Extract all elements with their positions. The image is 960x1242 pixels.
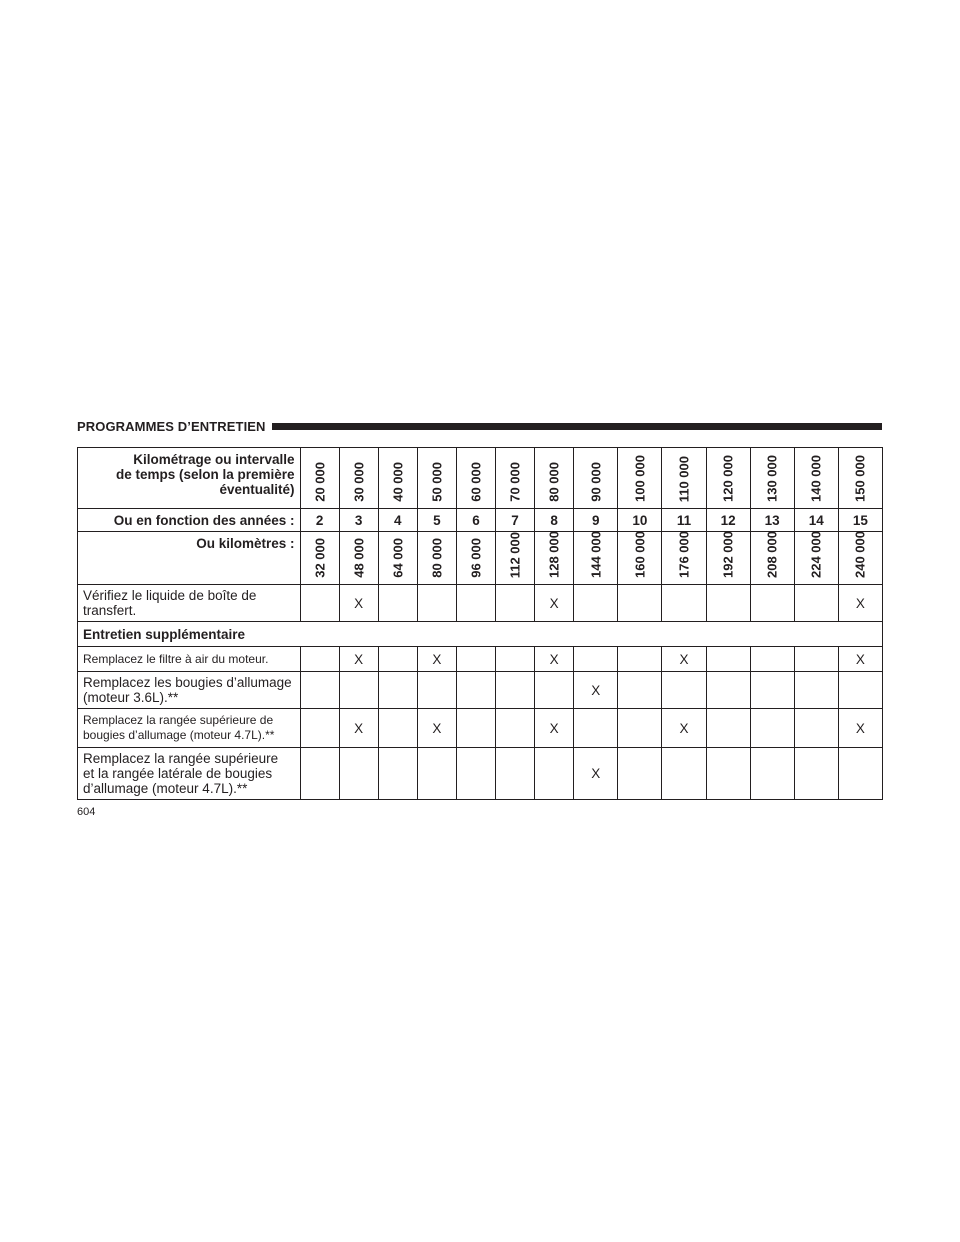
schedule-mark-cell: X — [838, 585, 882, 622]
schedule-mark-cell — [496, 647, 535, 672]
schedule-mark-cell: X — [574, 672, 618, 709]
schedule-mark-cell — [750, 647, 794, 672]
schedule-mark-cell: X — [662, 647, 706, 672]
schedule-mark-cell — [838, 672, 882, 709]
task-line: (moteur 3.6L).** — [83, 690, 179, 705]
miles-header-cell — [456, 448, 495, 509]
maintenance-schedule-table — [77, 447, 883, 800]
miles-header-cell — [535, 448, 574, 509]
miles-header-cell — [662, 448, 706, 509]
schedule-mark-cell — [794, 709, 838, 748]
task-line: d’allumage (moteur 4.7L).** — [83, 781, 248, 796]
km-value: 144 000 — [588, 531, 604, 578]
schedule-mark-cell: X — [339, 585, 378, 622]
schedule-mark-cell — [456, 647, 495, 672]
schedule-mark-cell — [496, 748, 535, 800]
year-cell: 4 — [378, 509, 417, 532]
schedule-mark-cell: X — [417, 709, 456, 748]
miles-value: 20 000 — [312, 462, 328, 502]
schedule-mark-cell — [750, 748, 794, 800]
schedule-mark-cell — [574, 647, 618, 672]
schedule-mark-cell — [496, 709, 535, 748]
task-line: et la rangée latérale de bougies — [83, 766, 273, 781]
miles-header-cell — [706, 448, 750, 509]
task-description — [78, 585, 301, 622]
km-value: 96 000 — [468, 538, 484, 578]
miles-value: 50 000 — [429, 462, 445, 502]
year-cell: 2 — [300, 509, 339, 532]
table-row — [78, 585, 883, 622]
table-row — [78, 709, 883, 748]
miles-header-row — [78, 448, 883, 509]
schedule-mark-cell — [706, 748, 750, 800]
schedule-mark-cell — [378, 748, 417, 800]
schedule-mark-cell — [456, 709, 495, 748]
schedule-mark-cell — [417, 585, 456, 622]
years-label: Ou en fonction des années : — [78, 509, 301, 532]
schedule-mark-cell — [496, 672, 535, 709]
task-description — [78, 709, 301, 748]
miles-header-cell — [574, 448, 618, 509]
task-line: Remplacez la rangée supérieure de — [83, 713, 274, 727]
schedule-mark-cell — [706, 709, 750, 748]
subsection-title: Entretien supplémentaire — [78, 622, 883, 647]
schedule-mark-cell — [535, 672, 574, 709]
miles-value: 140 000 — [808, 455, 824, 502]
km-value: 208 000 — [764, 531, 780, 578]
task-line: Remplacez la rangée supérieure — [83, 751, 279, 766]
year-cell: 10 — [618, 509, 662, 532]
schedule-mark-cell — [496, 585, 535, 622]
task-line: Remplacez les bougies d’allumage — [83, 675, 292, 690]
schedule-mark-cell: X — [574, 748, 618, 800]
schedule-mark-cell — [618, 748, 662, 800]
miles-header-cell — [300, 448, 339, 509]
miles-value: 30 000 — [351, 462, 367, 502]
task-line: Vérifiez le liquide de boîte de — [83, 588, 257, 603]
miles-value: 80 000 — [546, 462, 562, 502]
schedule-mark-cell — [618, 672, 662, 709]
section-header — [77, 418, 882, 434]
miles-value: 130 000 — [764, 455, 780, 502]
km-value: 224 000 — [808, 531, 824, 578]
km-header-cell — [662, 532, 706, 585]
interval-header-label — [78, 448, 301, 509]
section-title: PROGRAMMES D’ENTRETIEN — [77, 418, 266, 434]
schedule-mark-cell: X — [535, 585, 574, 622]
subsection-row — [78, 622, 883, 647]
schedule-mark-cell — [339, 672, 378, 709]
schedule-mark-cell — [618, 585, 662, 622]
miles-value: 60 000 — [468, 462, 484, 502]
schedule-mark-cell — [750, 585, 794, 622]
schedule-mark-cell: X — [339, 709, 378, 748]
year-cell: 14 — [794, 509, 838, 532]
km-header-cell — [706, 532, 750, 585]
year-cell: 11 — [662, 509, 706, 532]
km-value: 112 000 — [507, 531, 523, 578]
km-header-cell — [618, 532, 662, 585]
schedule-mark-cell — [750, 672, 794, 709]
km-header-cell — [750, 532, 794, 585]
schedule-mark-cell — [417, 748, 456, 800]
task-description — [78, 647, 301, 672]
miles-value: 120 000 — [720, 455, 736, 502]
km-header-cell — [339, 532, 378, 585]
task-line: bougies d’allumage (moteur 4.7L).** — [83, 728, 275, 742]
schedule-mark-cell — [706, 672, 750, 709]
miles-header-cell — [417, 448, 456, 509]
km-value: 176 000 — [676, 531, 692, 578]
km-label: Ou kilomètres : — [78, 532, 301, 585]
section-rule — [272, 423, 882, 430]
year-cell: 5 — [417, 509, 456, 532]
task-line: transfert. — [83, 603, 137, 618]
schedule-mark-cell — [378, 709, 417, 748]
miles-header-cell — [339, 448, 378, 509]
miles-value: 90 000 — [588, 462, 604, 502]
miles-header-cell — [618, 448, 662, 509]
km-header-cell — [378, 532, 417, 585]
miles-value: 150 000 — [852, 455, 868, 502]
schedule-mark-cell — [794, 672, 838, 709]
schedule-mark-cell: X — [535, 709, 574, 748]
schedule-mark-cell — [300, 709, 339, 748]
schedule-mark-cell — [706, 585, 750, 622]
schedule-mark-cell — [456, 585, 495, 622]
km-header-cell — [838, 532, 882, 585]
schedule-mark-cell: X — [838, 647, 882, 672]
schedule-mark-cell — [838, 748, 882, 800]
km-value: 128 000 — [546, 531, 562, 578]
km-value: 64 000 — [390, 538, 406, 578]
schedule-mark-cell — [300, 647, 339, 672]
miles-value: 110 000 — [676, 455, 692, 502]
miles-header-cell — [378, 448, 417, 509]
schedule-mark-cell — [574, 709, 618, 748]
year-cell: 9 — [574, 509, 618, 532]
miles-header-cell — [838, 448, 882, 509]
interval-header-line: Kilométrage ou intervalle — [133, 452, 295, 467]
year-cell: 8 — [535, 509, 574, 532]
schedule-mark-cell — [300, 672, 339, 709]
interval-header-line: de temps (selon la première — [115, 467, 295, 482]
year-cell: 12 — [706, 509, 750, 532]
km-header-cell — [300, 532, 339, 585]
schedule-mark-cell — [456, 748, 495, 800]
schedule-mark-cell — [662, 672, 706, 709]
task-description — [78, 748, 301, 800]
year-cell: 13 — [750, 509, 794, 532]
schedule-mark-cell — [456, 672, 495, 709]
year-cell: 6 — [456, 509, 495, 532]
schedule-mark-cell — [417, 672, 456, 709]
schedule-mark-cell: X — [417, 647, 456, 672]
schedule-mark-cell — [300, 585, 339, 622]
schedule-mark-cell — [618, 709, 662, 748]
schedule-mark-cell: X — [535, 647, 574, 672]
table-row — [78, 672, 883, 709]
page-number: 604 — [77, 806, 96, 818]
schedule-mark-cell — [794, 585, 838, 622]
schedule-mark-cell — [378, 647, 417, 672]
task-description — [78, 672, 301, 709]
miles-value: 70 000 — [507, 462, 523, 502]
task-line: Remplacez le filtre à air du moteur. — [83, 651, 269, 666]
schedule-mark-cell — [618, 647, 662, 672]
km-value: 80 000 — [429, 538, 445, 578]
schedule-mark-cell — [378, 672, 417, 709]
year-cell: 7 — [496, 509, 535, 532]
schedule-mark-cell — [339, 748, 378, 800]
km-value: 32 000 — [312, 538, 328, 578]
schedule-mark-cell — [535, 748, 574, 800]
miles-header-cell — [794, 448, 838, 509]
km-header-cell — [496, 532, 535, 585]
schedule-mark-cell — [300, 748, 339, 800]
schedule-mark-cell: X — [838, 709, 882, 748]
schedule-mark-cell — [574, 585, 618, 622]
km-row — [78, 532, 883, 585]
km-header-cell — [794, 532, 838, 585]
schedule-mark-cell — [750, 709, 794, 748]
schedule-mark-cell — [706, 647, 750, 672]
table-row — [78, 748, 883, 800]
km-value: 240 000 — [852, 531, 868, 578]
schedule-mark-cell — [662, 748, 706, 800]
km-header-cell — [417, 532, 456, 585]
km-header-cell — [574, 532, 618, 585]
km-value: 160 000 — [632, 531, 648, 578]
schedule-mark-cell — [378, 585, 417, 622]
year-cell: 3 — [339, 509, 378, 532]
schedule-mark-cell: X — [339, 647, 378, 672]
years-row — [78, 509, 883, 532]
table-row — [78, 647, 883, 672]
schedule-mark-cell: X — [662, 709, 706, 748]
interval-header-line: éventualité) — [219, 482, 295, 497]
schedule-mark-cell — [794, 748, 838, 800]
schedule-mark-cell — [662, 585, 706, 622]
km-value: 48 000 — [351, 538, 367, 578]
km-header-cell — [456, 532, 495, 585]
miles-value: 100 000 — [632, 455, 648, 502]
schedule-mark-cell — [794, 647, 838, 672]
year-cell: 15 — [838, 509, 882, 532]
km-header-cell — [535, 532, 574, 585]
km-value: 192 000 — [720, 531, 736, 578]
miles-header-cell — [496, 448, 535, 509]
miles-value: 40 000 — [390, 462, 406, 502]
miles-header-cell — [750, 448, 794, 509]
